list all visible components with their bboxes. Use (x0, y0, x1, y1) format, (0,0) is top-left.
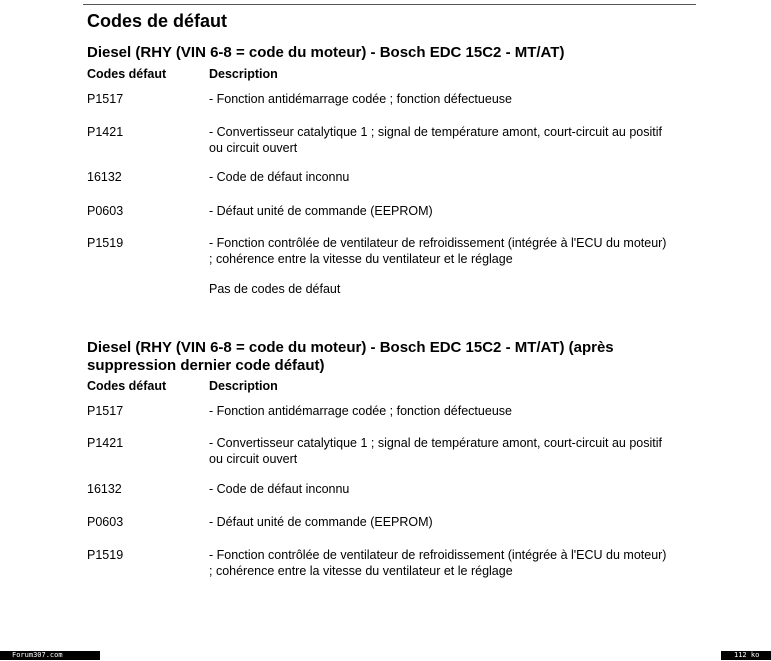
column-header-code: Codes défaut (87, 379, 167, 393)
fault-description: - Fonction contrôlée de ventilateur de refroidissement (intégrée à l'ECU du moteur) ; cohérence entre la vitesse du ventilateur et le réglage (209, 236, 667, 266)
fault-code: P0603 (87, 204, 124, 218)
column-header-code: Codes défaut (87, 67, 167, 81)
fault-description: - Convertisseur catalytique 1 ; signal de température amont, court-circuit au positif ou circuit ouvert (209, 125, 662, 155)
fault-description: - Défaut unité de commande (EEPROM) (209, 204, 433, 218)
fault-code: P1519 (87, 236, 124, 250)
fault-code: P1517 (87, 404, 124, 418)
fault-description: - Code de défaut inconnu (209, 482, 350, 496)
page-title: Codes de défaut (87, 11, 228, 31)
section-heading: Diesel (RHY (VIN 6-8 = code du moteur) - Bosch EDC 15C2 - MT/AT) (87, 44, 565, 61)
fault-description: - Défaut unité de commande (EEPROM) (209, 515, 433, 529)
section-heading: Diesel (RHY (VIN 6-8 = code du moteur) - Bosch EDC 15C2 - MT/AT) (après suppression dernier code défaut) (87, 339, 614, 374)
fault-code: 16132 (87, 482, 122, 496)
fault-description: - Fonction contrôlée de ventilateur de refroidissement (intégrée à l'ECU du moteur) ; cohérence entre la vitesse du ventilateur et le réglage (209, 548, 667, 578)
fault-code: P1519 (87, 548, 124, 562)
no-fault-note: Pas de codes de défaut (209, 282, 341, 296)
fault-code: P1421 (87, 125, 124, 139)
fault-description: - Fonction antidémarrage codée ; fonction défectueuse (209, 404, 512, 418)
fault-code: P0603 (87, 515, 124, 529)
column-header-description: Description (209, 379, 278, 393)
fault-description: - Code de défaut inconnu (209, 170, 350, 184)
column-header-description: Description (209, 67, 278, 81)
fault-code: 16132 (87, 170, 122, 184)
top-divider (83, 4, 696, 5)
fault-code: P1421 (87, 436, 124, 450)
fault-description: - Convertisseur catalytique 1 ; signal de température amont, court-circuit au positif ou circuit ouvert (209, 436, 662, 466)
watermark-bar: Forum307.com (0, 651, 100, 660)
fault-code: P1517 (87, 92, 124, 106)
file-size-bar: 112 ko (721, 651, 771, 660)
fault-description: - Fonction antidémarrage codée ; fonction défectueuse (209, 92, 512, 106)
